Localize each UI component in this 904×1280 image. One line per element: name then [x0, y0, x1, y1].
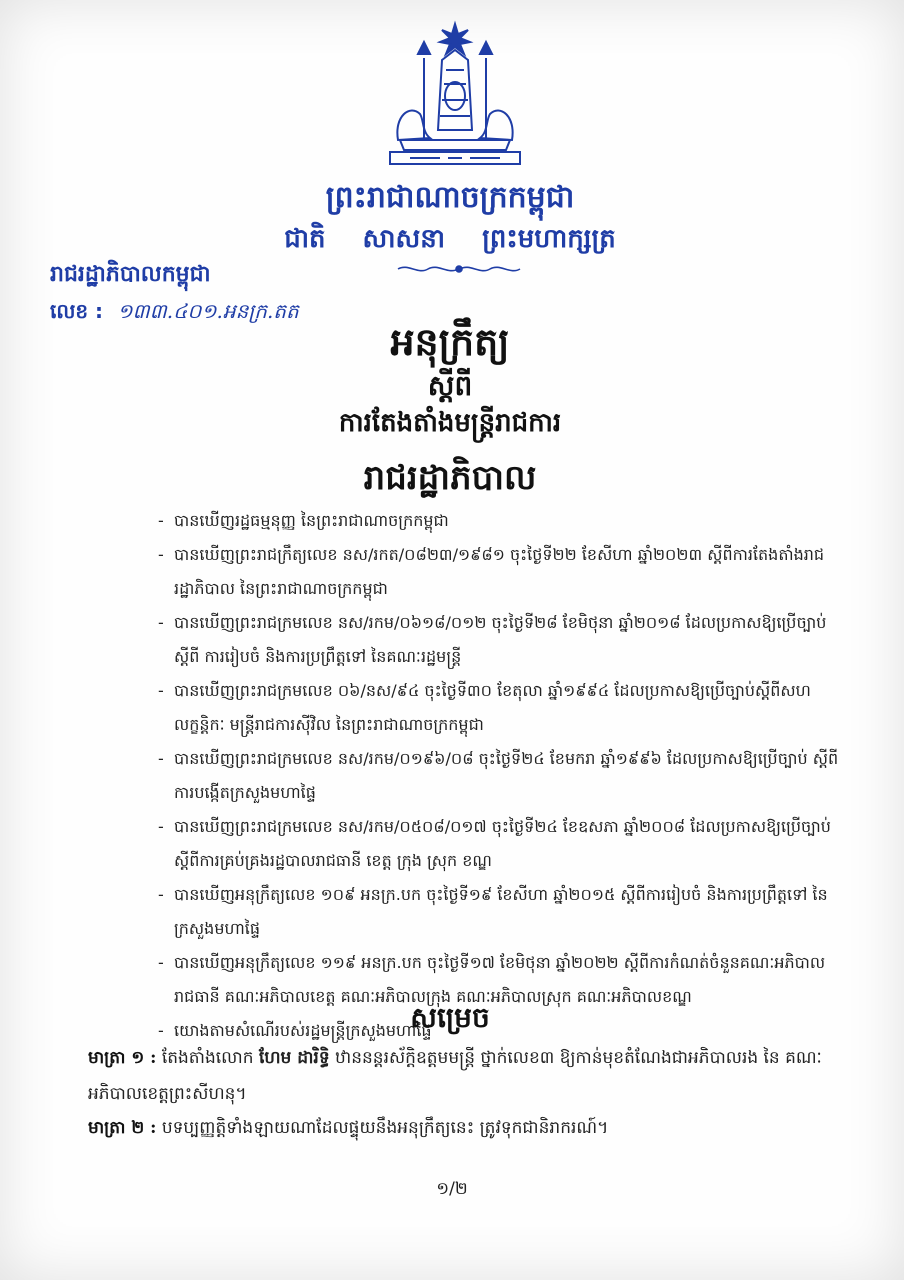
decorative-ornament-icon — [394, 262, 524, 276]
royal-coat-of-arms-icon — [380, 20, 530, 170]
document-about: ស្តីពី — [427, 369, 473, 402]
list-item: - បានឃើញព្រះរាជក្រមលេខ នស/រកម/០៦១៨/០១២ ចុះថ្ងៃទី២៨ ខែមិថុនា ឆ្នាំ២០១៨ ដែលប្រកាសឱ្យប្រើច្បាប់ស្តីពី ការរៀបចំ និងការប្រព្រឹត្តទៅ នៃគណៈរដ្ឋមន្ត្រី — [158, 606, 848, 674]
article-text: តែងតាំងលោក — [156, 1048, 259, 1068]
document-subject: ការតែងតាំងមន្ត្រីរាជការ — [338, 408, 562, 438]
reference-label: លេខ : — [50, 299, 104, 323]
article-text: បទប្បញ្ញត្តិទាំងឡាយណាដែលផ្ទុយនឹងអនុក្រឹត្យនេះ ត្រូវទុកជានិរាករណ៍។ — [156, 1118, 609, 1138]
list-item: - បានឃើញអនុក្រឹត្យលេខ ១០៩ អនក្រ.បក ចុះថ្ងៃទី១៩ ខែសីហា ឆ្នាំ២០១៥ ស្តីពីការរៀបចំ និងការប្រព្រឹត្តទៅ នៃ ក្រសួងមហាផ្ទៃ — [158, 878, 848, 946]
considerations-list — [158, 504, 848, 1048]
reference-value: ១៣៣.៤០១.អនក្រ.តត — [117, 299, 299, 323]
government-name: រាជរដ្ឋាភិបាលកម្ពុជា — [50, 261, 211, 287]
list-item: - យោងតាមសំណើរបស់រដ្ឋមន្ត្រីក្រសួងមហាផ្ទៃ — [158, 1014, 848, 1048]
list-item: - បានឃើញព្រះរាជក្រមលេខ ០៦/នស/៩៤ ចុះថ្ងៃទី៣០ ខែតុលា ឆ្នាំ១៩៩៤ ដែលប្រកាសឱ្យប្រើច្បាប់ស្តីពីសហលក្ខន្តិកៈ មន្ត្រីរាជការស៊ីវិល នៃព្រះរាជាណាចក្រកម្ពុជា — [158, 674, 848, 742]
list-item: - បានឃើញព្រះរាជក្រឹត្យលេខ នស/រកត/០៨២៣/១៩៨១ ចុះថ្ងៃទី២២ ខែសីហា ឆ្នាំ២០២៣ ស្តីពីការតែងតាំងរាជរដ្ឋាភិបាល នៃព្រះរាជាណាចក្រកម្ពុជា — [158, 538, 848, 606]
decision-heading: សម្រេច — [410, 1001, 490, 1034]
list-item: - បានឃើញរដ្ឋធម្មនុញ្ញ នៃព្រះរាជាណាចក្រកម្ពុជា — [158, 504, 848, 538]
document-title: អនុក្រឹត្យ — [390, 319, 510, 364]
article-label: មាត្រា ២ : — [88, 1118, 157, 1138]
page-number: ១/២ — [436, 1179, 468, 1199]
list-item: - បានឃើញអនុក្រឹត្យលេខ ១១៩ អនក្រ.បក ចុះថ្ងៃទី១៧ ខែមិថុនា ឆ្នាំ២០២២ ស្តីពីការកំណត់ចំនួនគណៈអភិបាល រាជធានី គណៈអភិបាលខេត្ត គណៈអភិបាលក្រុង គណៈអភិបាលស្រុក គណៈអភិបាលខណ្ឌ — [158, 946, 848, 1014]
issuing-authority: រាជរដ្ឋាភិបាល — [363, 458, 537, 498]
article-label: មាត្រា ១ : — [88, 1048, 157, 1068]
kingdom-name: ព្រះរាជាណាចក្រកម្ពុជា — [325, 180, 575, 215]
article-1 — [88, 1040, 858, 1112]
list-item: - បានឃើញព្រះរាជក្រមលេខ នស/រកម/០៥០៨/០១៧ ចុះថ្ងៃទី២៤ ខែឧសភា ឆ្នាំ២០០៨ ដែលប្រកាសឱ្យប្រើច្បាប់ ស្តីពីការគ្រប់គ្រងរដ្ឋបាលរាជធានី ខេត្ត ក្រុង ស្រុក ខណ្ឌ — [158, 810, 848, 878]
article-text: ឋាននន្តរស័ក្តិឧត្តមមន្ត្រី ថ្នាក់លេខ៣ ឱ្យកាន់មុខតំណែងជាអភិបាលរង នៃ គណៈអភិបាលខេត្តព្រះសីហនុ។ — [88, 1048, 822, 1104]
article-2 — [88, 1110, 858, 1146]
appointee-name: ហែម ដារិទ្ធិ — [258, 1048, 330, 1068]
national-motto: ជាតិ សាសនា ព្រះមហាក្សត្រ — [284, 224, 616, 254]
list-item: - បានឃើញព្រះរាជក្រមលេខ នស/រកម/០១៩៦/០៨ ចុះថ្ងៃទី២៤ ខែមករា ឆ្នាំ១៩៩៦ ដែលប្រកាសឱ្យប្រើច្បាប់ ស្តីពីការបង្កើតក្រសួងមហាផ្ទៃ — [158, 742, 848, 810]
